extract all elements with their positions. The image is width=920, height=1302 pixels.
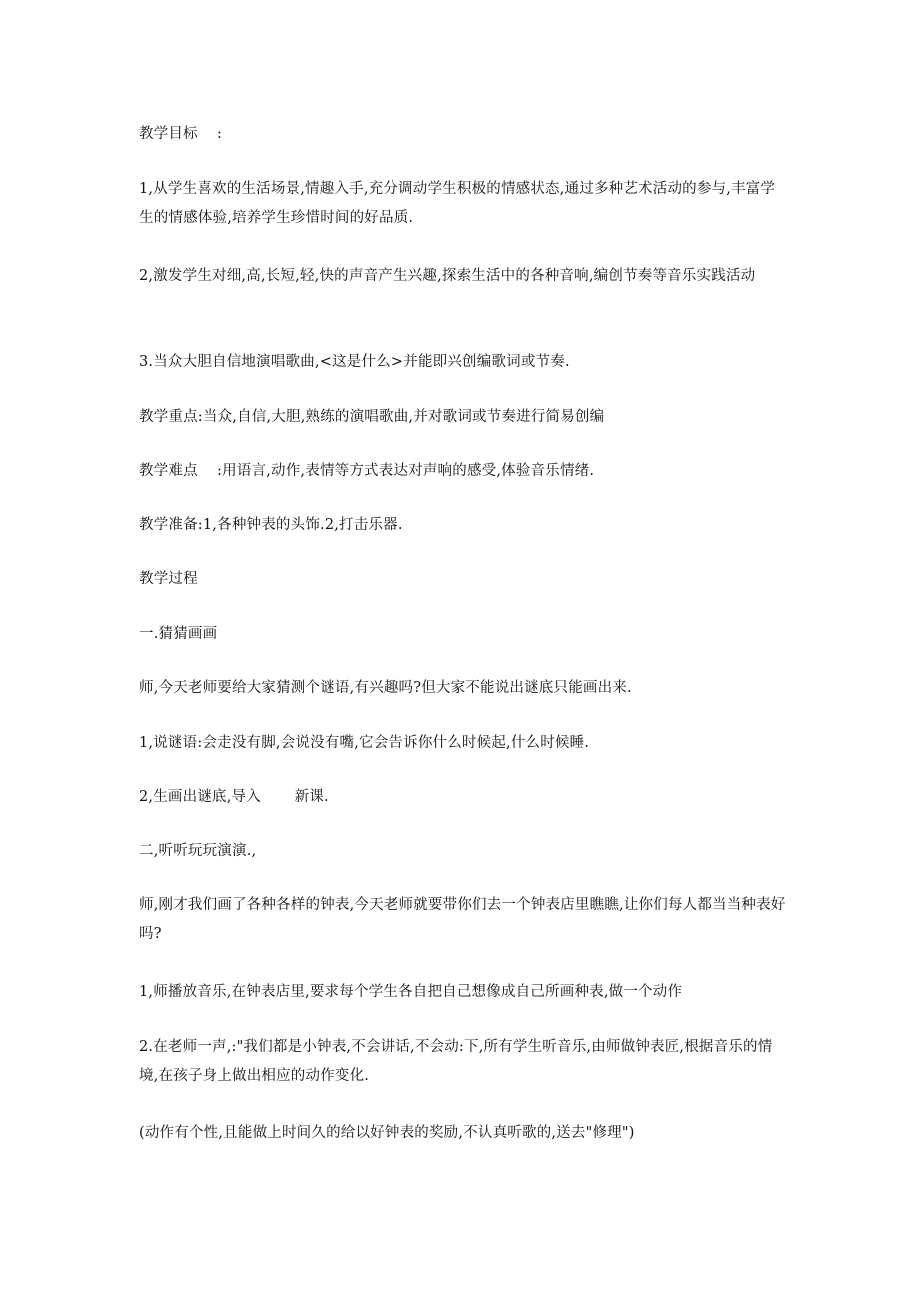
objective-2: 2,激发学生对细,高,长短,轻,快的声音产生兴趣,探索生活中的各种音响,编创节奏等音乐实践活动: [139, 268, 756, 284]
step-2-heading: 二,听听玩玩演演.,: [139, 843, 257, 859]
difficult-points: 教学难点 :用语言,动作,表情等方式表达对声响的感受,体验音乐情绪.: [139, 463, 595, 479]
riddle-text: 1,说谜语:会走没有脚,会说没有嘴,它会告诉你什么时候起,什么时候睡.: [139, 735, 590, 751]
objective-3: 3.当众大胆自信地演唱歌曲,<这是什么>并能即兴创编歌词或节奏.: [139, 354, 570, 370]
key-points: 教学重点:当众,自信,大胆,熟练的演唱歌曲,并对歌词或节奏进行简易创编: [139, 409, 605, 425]
section-heading-process: 教学过程: [139, 571, 198, 587]
teacher-command-step: 2.在老师一声,:"我们都是小钟表,不会讲话,不会动:下,所有学生听音乐,由师做钟表匠,根据音乐的情境,在孩子身上做出相应的动作变化.: [139, 1039, 773, 1084]
teacher-riddle-intro: 师,今天老师要给大家猜测个谜语,有兴趣吗?但大家不能说出谜底只能画出来.: [139, 680, 632, 696]
section-heading-objectives: 教学目标 :: [139, 126, 223, 142]
teacher-clock-shop: 师,刚才我们画了各种各样的钟表,今天老师就要带你们去一个钟表店里瞧瞧,让你们每人都当当种表好吗?: [139, 897, 786, 942]
objective-1: 1,从学生喜欢的生活场景,情趣入手,充分调动学生积极的情感状态,通过多种艺术活动的参与,丰富学生的情感体验,培养学生珍惜时间的好品质.: [139, 181, 776, 226]
reward-note: (动作有个性,且能做上时间久的给以好钟表的奖励,不认真听歌的,送去"修理"): [139, 1125, 635, 1141]
draw-answer: 2,生画出谜底,导入 新课.: [139, 789, 329, 805]
preparation: 教学准备:1,各种钟表的头饰.2,打击乐器.: [139, 517, 403, 533]
play-music-step: 1,师播放音乐,在钟表店里,要求每个学生各自把自己想像成自己所画种表,做一个动作: [139, 984, 683, 1000]
step-1-heading: 一.猜猜画画: [139, 626, 218, 642]
